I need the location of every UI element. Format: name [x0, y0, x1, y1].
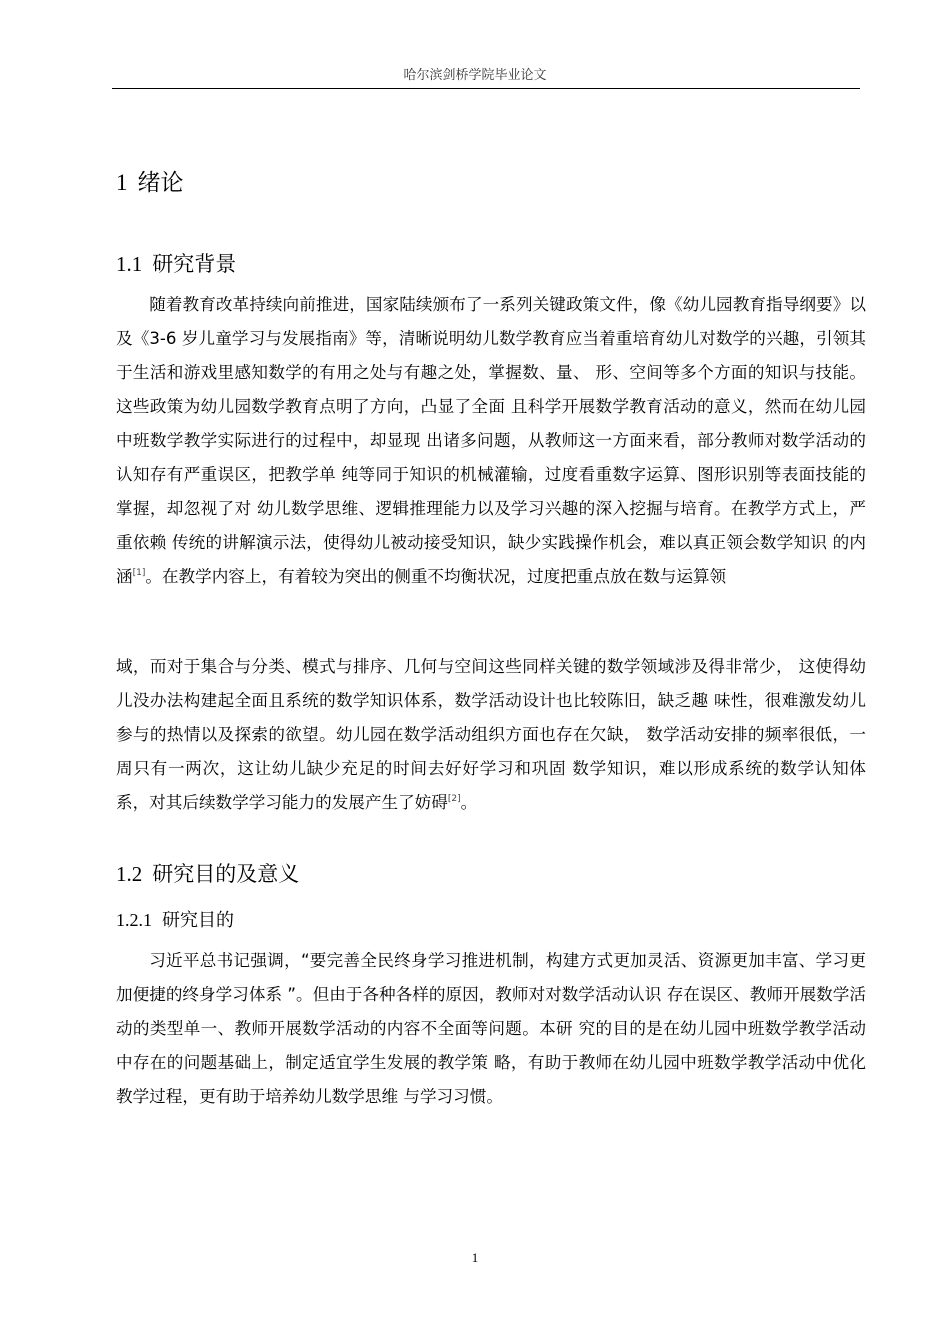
chapter-heading: [116, 164, 184, 197]
header-divider: [112, 88, 860, 89]
section-title: 研究背景: [152, 252, 237, 276]
paragraph-background-2: [116, 650, 866, 820]
section-number: 1.1: [116, 252, 143, 276]
paragraph-text: 随着教育改革持续向前推进，国家陆续颁布了一系列关键政策文件，像《幼儿园教育指导纲要》以及《3-6 岁儿童学习与发展指南》等，清晰说明幼儿数学教育应当着重培育幼儿对数学的兴趣，引领其于生活和游戏里感知数学的有用之处与有趣之处，掌握数、量、 形、空间等多个方面的知识与技能。这些政策为幼儿园数学教育点明了方向，凸显了全面 且科学开展数学教育活动的意义，然而在幼儿园中班数学教学实际进行的过程中，却显现 出诸多问题，从教师这一方面来看，部分教师对数学活动的认知存有严重误区，把教学单 纯等同于知识的机械灌输，过度看重数字运算、图形识别等表面技能的掌握，却忽视了对 幼儿数学思维、逻辑推理能力以及学习兴趣的深入挖掘与培育。在教学方式上，严重依赖 传统的讲解演示法，使得幼儿被动接受知识，缺少实践操作机会，难以真正领会数学知识 的内涵: [116, 295, 866, 586]
citation-ref: [2]: [447, 794, 461, 804]
subsection-title: 研究目的: [162, 910, 234, 931]
chapter-number: 1: [116, 170, 128, 195]
running-header: 哈尔滨剑桥学院毕业论文: [403, 68, 547, 83]
paragraph-text-tail: 。: [460, 793, 478, 812]
paragraph-text-tail: 。在教学内容上，有着较为突出的侧重不均衡状况，过度把重点放在数与运算领: [145, 567, 727, 586]
paragraph-background-1: [116, 288, 866, 594]
section-title: 研究目的及意义: [152, 862, 300, 886]
section-heading-1-2: [116, 858, 299, 888]
subsection-number: 1.2.1: [116, 910, 152, 930]
section-heading-1-1: [116, 248, 236, 278]
citation-ref: [1]: [132, 568, 146, 578]
paragraph-research-purpose: 习近平总书记强调，“要完善全民终身学习推进机制，构建方式更加灵活、资源更加丰富、学习更加便捷的终身学习体系 ”。但由于各种各样的原因，教师对对数学活动认识 存在误区、教师开展数学活动的类型单一、教师开展数学活动的内容不全面等问题。本研 究的目的是在幼儿园中班数学教学活动中存在的问题基础上，制定适宜学生发展的教学策 略，有助于教师在幼儿园中班数学教学活动中优化教学过程，更有助于培养幼儿数学思维 与学习习惯。: [116, 951, 866, 1106]
chapter-title: 绪论: [137, 170, 184, 196]
subsection-heading-1-2-1: [116, 906, 234, 932]
page-number: 1: [471, 1250, 479, 1265]
paragraph-text: 域，而对于集合与分类、模式与排序、几何与空间这些同样关键的数学领域涉及得非常少， 这使得幼儿没办法构建起全面且系统的数学知识体系，数学活动设计也比较陈旧，缺乏趣 味性，很难激发幼儿参与的热情以及探索的欲望。幼儿园在数学活动组织方面也存在欠缺， 数学活动安排的频率很低，一周只有一两次，这让幼儿缺少充足的时间去好好学习和巩固 数学知识，难以形成系统的数学认知体系，对其后续数学学习能力的发展产生了妨碍: [116, 657, 866, 812]
section-number: 1.2: [116, 862, 143, 886]
